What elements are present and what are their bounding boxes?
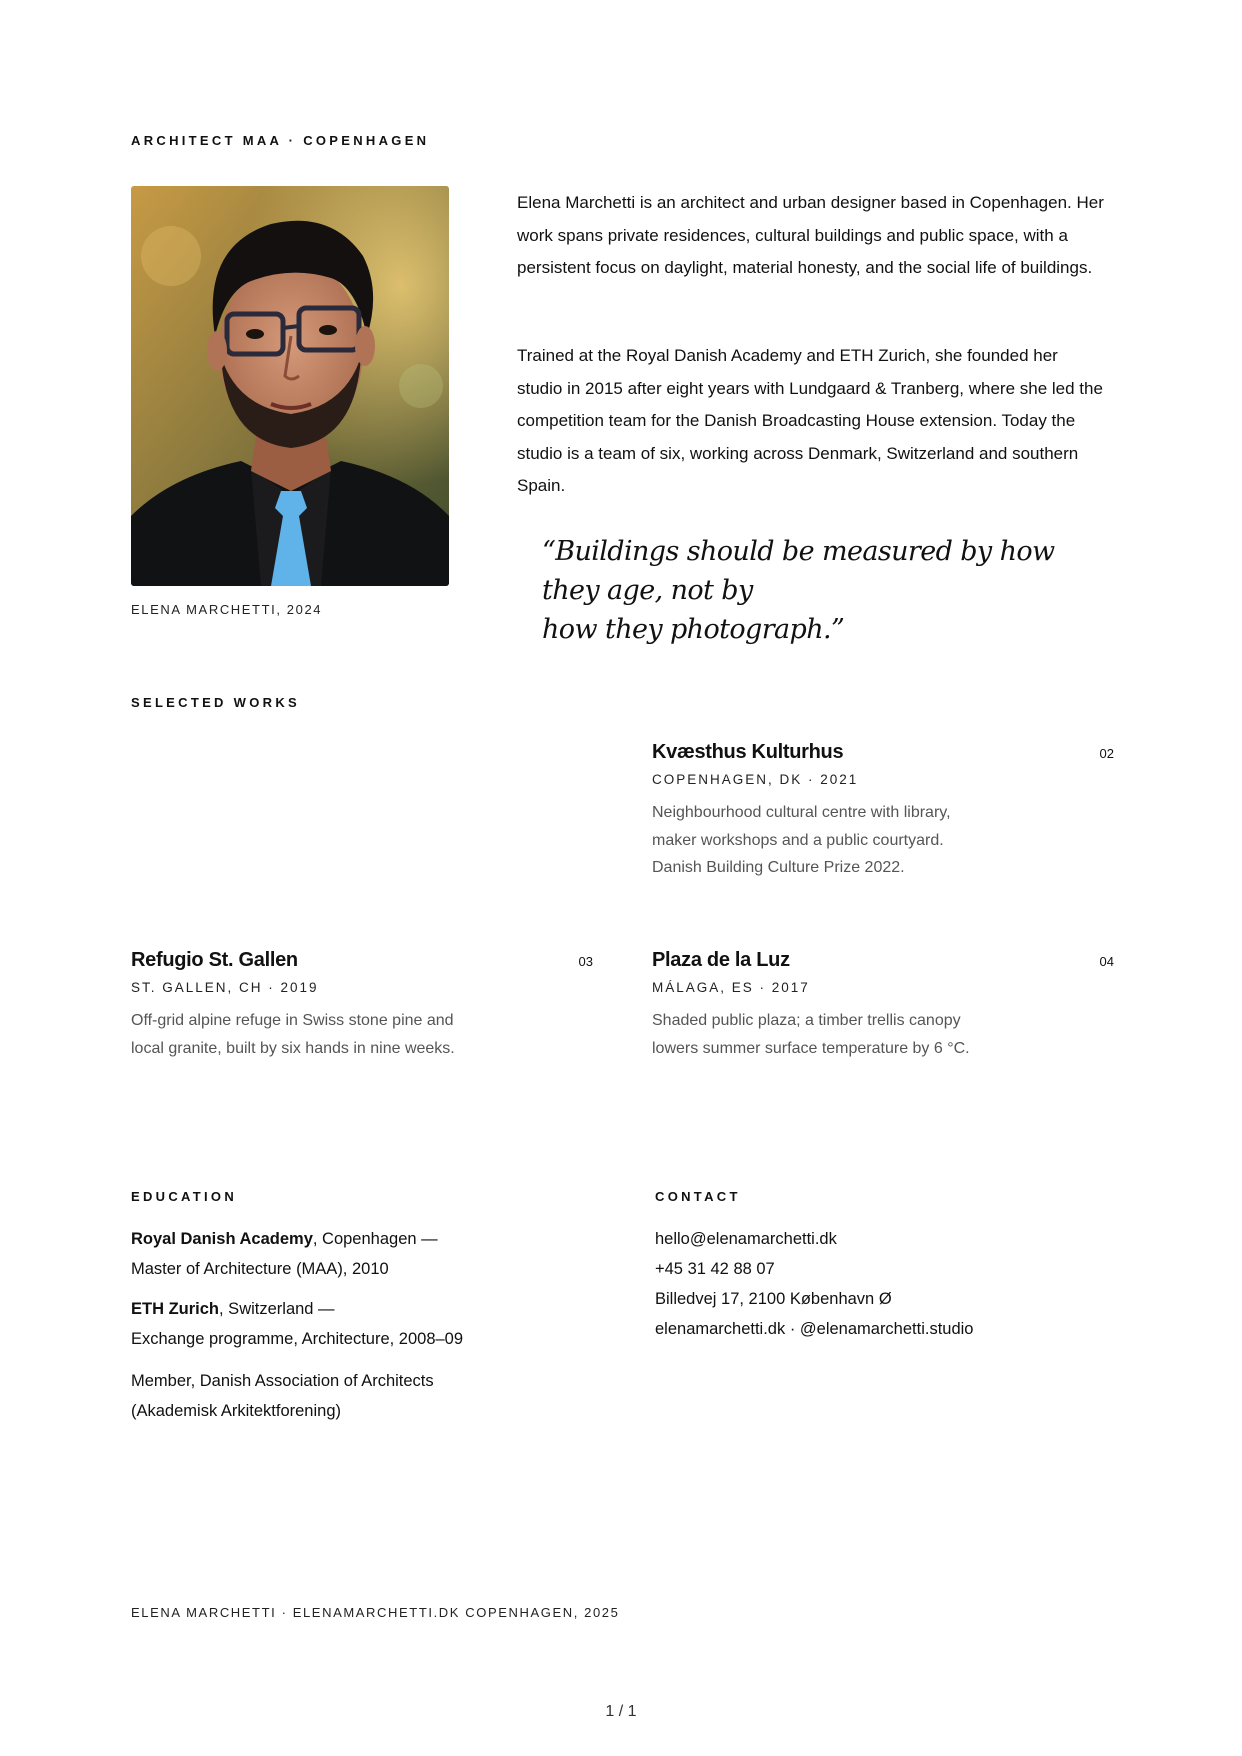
contact-heading: CONTACT xyxy=(655,1189,741,1204)
work-meta: COPENHAGEN, DK · 2021 xyxy=(652,772,859,787)
works-heading: SELECTED WORKS xyxy=(131,695,300,710)
contact-list xyxy=(655,1224,974,1344)
education-location: , Switzerland — xyxy=(219,1300,335,1318)
pull-quote-line-1: “Buildings should be measured by how they age, not by xyxy=(542,536,1055,606)
education-entry xyxy=(131,1224,591,1284)
work-title: Refugio St. Gallen xyxy=(131,949,298,971)
work-item xyxy=(652,741,1114,882)
work-title: Kvæsthus Kulturhus xyxy=(652,741,844,763)
membership-line-2: (Akademisk Arkitektforening) xyxy=(131,1402,341,1420)
work-number: 02 xyxy=(1099,746,1114,761)
pull-quote xyxy=(542,532,1110,649)
contact-web-social[interactable]: elenamarchetti.dk · @elenamarchetti.studio xyxy=(655,1320,974,1338)
education-institution: ETH Zurich xyxy=(131,1300,220,1318)
work-description: Off-grid alpine refuge in Swiss stone pine and local granite, built by six hands in nine weeks. xyxy=(131,1012,455,1057)
education-list xyxy=(131,1224,591,1426)
contact-phone[interactable]: +45 31 42 88 07 xyxy=(655,1260,775,1278)
footer-line: ELENA MARCHETTI · ELENAMARCHETTI.DK COPENHAGEN, 2025 xyxy=(131,1605,620,1620)
bio-paragraph-1: Elena Marchetti is an architect and urban designer based in Copenhagen. Her work spans private residences, cultural buildings and public space, with a persistent focus on daylight, material honesty, and the social life of buildings. xyxy=(517,193,1104,277)
membership-line-1: Member, Danish Association of Architects xyxy=(131,1372,434,1390)
work-item xyxy=(652,949,1114,1062)
education-detail: Exchange programme, Architecture, 2008–09 xyxy=(131,1330,464,1348)
person-photo-icon xyxy=(131,186,449,586)
work-meta: MÁLAGA, ES · 2017 xyxy=(652,980,810,995)
work-number: 04 xyxy=(1099,954,1114,969)
education-detail: Master of Architecture (MAA), 2010 xyxy=(131,1260,389,1278)
bio-paragraph-2: Trained at the Royal Danish Academy and ETH Zurich, she founded her studio in 2015 after eight years with Lundgaard & Tranberg, where she led the competition team for the Danish Broadcasting House extension. Today the studio is a team of six, working across Denmark, Switzerland and southern Spain. xyxy=(517,346,1103,495)
work-description: Neighbourhood cultural centre with library, maker workshops and a public courtyard. Danish Building Culture Prize 2022. xyxy=(652,804,951,876)
portrait-photo xyxy=(131,186,449,586)
page-number: 1 / 1 xyxy=(605,1703,637,1720)
contact-address: Billedvej 17, 2100 København Ø xyxy=(655,1290,892,1308)
education-institution: Royal Danish Academy xyxy=(131,1230,313,1248)
work-number: 03 xyxy=(578,954,593,969)
membership-entry xyxy=(131,1366,591,1426)
contact-email[interactable]: hello@elenamarchetti.dk xyxy=(655,1230,837,1248)
work-item xyxy=(131,949,593,1062)
education-heading: EDUCATION xyxy=(131,1189,238,1204)
pull-quote-line-2: how they photograph.” xyxy=(542,614,845,645)
portrait-caption: ELENA MARCHETTI, 2024 xyxy=(131,602,323,617)
work-description: Shaded public plaza; a timber trellis canopy lowers summer surface temperature by 6 °C. xyxy=(652,1012,970,1057)
work-title: Plaza de la Luz xyxy=(652,949,790,971)
education-location: , Copenhagen — xyxy=(312,1230,438,1248)
work-meta: ST. GALLEN, CH · 2019 xyxy=(131,980,319,995)
header-eyebrow: ARCHITECT MAA · COPENHAGEN xyxy=(131,133,430,148)
education-entry xyxy=(131,1294,591,1354)
